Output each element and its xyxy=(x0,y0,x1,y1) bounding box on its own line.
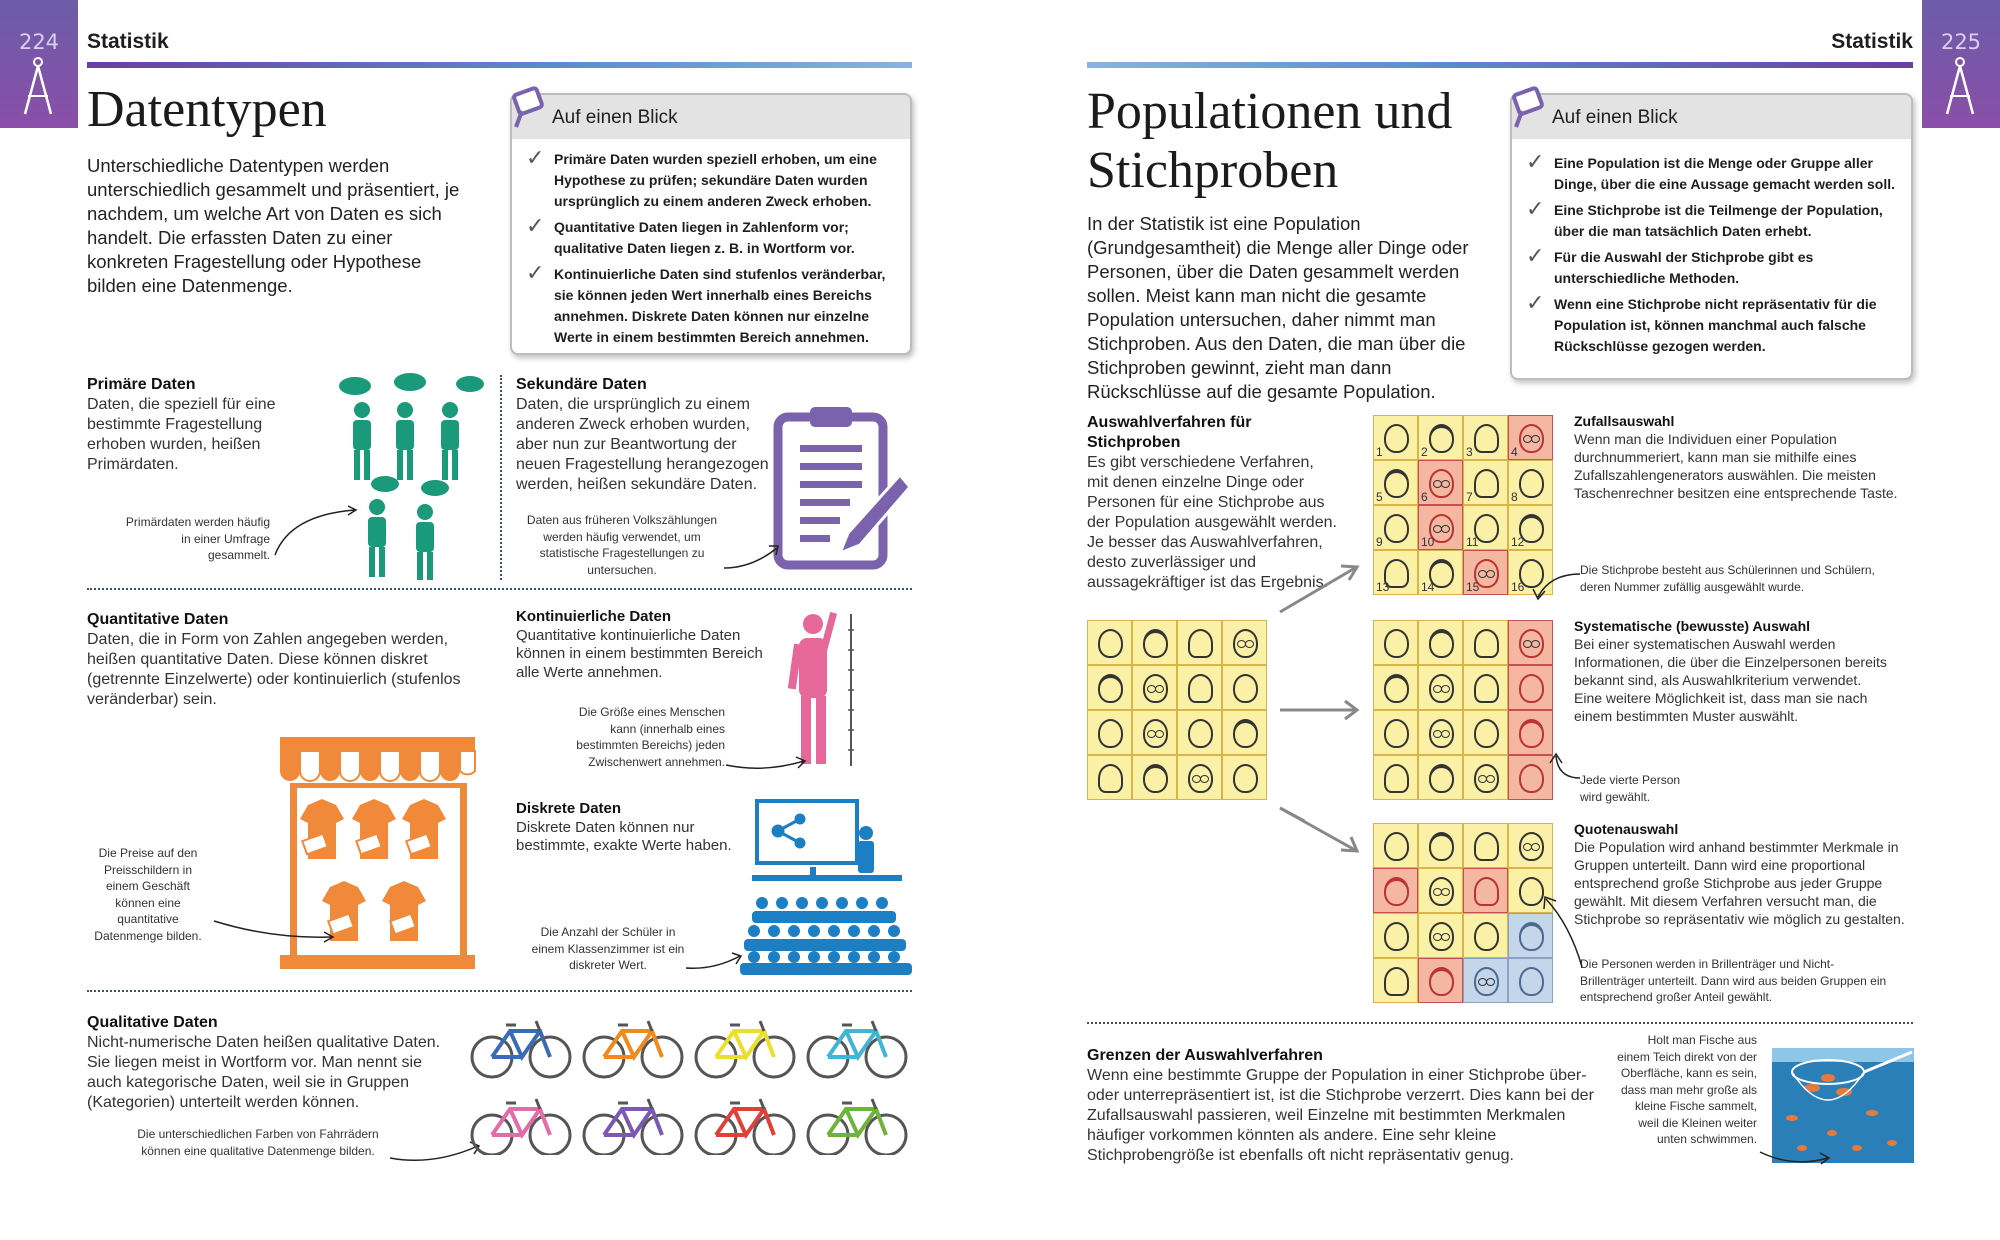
bicycle-icon xyxy=(472,1099,570,1155)
box-item: ✓ Für die Auswahl der Stichprobe gibt es unterschiedliche Methoden. xyxy=(1526,243,1814,286)
grid-cell xyxy=(1463,620,1508,665)
grid-cell xyxy=(1463,755,1508,800)
pin-icon xyxy=(510,81,550,131)
face-icon xyxy=(1519,629,1544,658)
secondary-note: Daten aus früheren Volkszählungen werden häufig verwendet, um statistische Fragestellungen zu untersuchen. xyxy=(526,513,718,577)
face-icon xyxy=(1143,674,1168,703)
header-rule xyxy=(1087,62,1913,68)
qualitative-note: Die unterschiedlichen Farben von Fahrrädern können eine qualitative Datenmenge bilden. xyxy=(137,1127,379,1158)
divider xyxy=(87,990,912,992)
face-icon xyxy=(1519,719,1544,748)
face-icon xyxy=(1384,674,1409,703)
box-item: ✓ Quantitative Daten liegen in Zahlenform vor; qualitative Daten liegen z. B. in Wortform vor. xyxy=(526,213,855,256)
bicycle-icon xyxy=(808,1099,906,1155)
box-title: Auf einen Blick xyxy=(552,107,678,128)
grid-cell xyxy=(1508,755,1553,800)
grid-cell xyxy=(1373,710,1418,755)
grid-cell xyxy=(1463,460,1508,505)
face-icon xyxy=(1188,629,1213,658)
arrow xyxy=(684,948,744,973)
grid-cell xyxy=(1418,823,1463,868)
grid-cell xyxy=(1087,755,1132,800)
grid-cell xyxy=(1418,550,1463,595)
systematic-section: Systematische (bewusste) Auswahl Bei einer systematischen Auswahl werden Informationen, die über die Einzelpersonen bereits bekannt sind, als Auswahlkriterium verwendet. Eine weitere Möglichkeit ist, dass man sie nach einem bestimmten Muster auswählt. xyxy=(1574,618,1887,724)
face-icon xyxy=(1143,629,1168,658)
face-icon xyxy=(1143,719,1168,748)
bicycle-icon xyxy=(696,1021,794,1077)
grid-cell xyxy=(1463,665,1508,710)
primary-note: Primärdaten werden häufig in einer Umfrage gesammelt. xyxy=(125,515,270,562)
random-note: Die Stichprobe besteht aus Schülerinnen und Schülern, deren Nummer zufällig ausgewählt wurde. xyxy=(1580,563,1875,594)
continuous-note: Die Größe eines Menschen kann (innerhalb eines bestimmten Bereichs) jeden Zwischenwert annehmen. xyxy=(576,705,725,769)
quota-sample-grid xyxy=(1373,823,1553,1003)
face-icon xyxy=(1143,764,1168,793)
compass-icon xyxy=(20,56,56,118)
cell-number: 7 xyxy=(1466,490,1473,504)
grid-cell xyxy=(1087,620,1132,665)
face-icon xyxy=(1429,967,1454,996)
face-icon xyxy=(1384,719,1409,748)
grid-cell xyxy=(1373,665,1418,710)
grid-cell xyxy=(1463,958,1508,1003)
face-icon xyxy=(1384,764,1409,793)
face-icon xyxy=(1519,832,1544,861)
grid-cell xyxy=(1373,460,1418,505)
box-item: ✓ Primäre Daten wurden speziell erhoben, um eine Hypothese zu prüfen; sekundäre Daten wurden ursprünglich zu einem anderen Zweck erhoben. xyxy=(526,145,877,209)
face-icon xyxy=(1519,674,1544,703)
intro-text: In der Statistik ist eine Population (Grundgesamtheit) die Menge aller Dinge oder Personen, über die Daten gesammelt werden sollen. Meist kann man nicht die gesamte Population untersuchen, daher nimmt man Stichproben. Aus den Daten, die man über die Stichproben gewinnt, zieht man dann Rückschlüsse auf die gesamte Population. xyxy=(1087,213,1469,402)
cell-number: 11 xyxy=(1466,535,1479,549)
quota-section: Quotenauswahl Die Population wird anhand bestimmter Merkmale in Gruppen unterteilt. Dann wird eine proportional entsprechend große Stichprobe aus jeder Gruppe gewählt. Mit diesem Verfahren versucht man, die Stichprobe so repräsentativ wie möglich zu gestalten. xyxy=(1574,821,1905,927)
face-icon xyxy=(1188,674,1213,703)
bicycle-icon xyxy=(808,1021,906,1077)
grid-cell xyxy=(1463,505,1508,550)
grid-cell xyxy=(1463,868,1508,913)
discrete-section: Diskrete Daten Diskrete Daten können nur bestimmte, exakte Werte haben. xyxy=(516,800,732,854)
cell-number: 1 xyxy=(1376,445,1383,459)
grid-cell xyxy=(1508,665,1553,710)
face-icon xyxy=(1429,832,1454,861)
grid-cell xyxy=(1418,505,1463,550)
compass-icon xyxy=(1942,56,1978,118)
random-section: Zufallsauswahl Wenn man die Individuen einer Population durchnummeriert, kann man sie mithilfe eines Zufallszahlengenerators auswählen. Die meisten Taschenrechner besitzen eine entsprechende Taste. xyxy=(1574,413,1898,501)
grid-cell xyxy=(1222,620,1267,665)
arrow xyxy=(1540,895,1590,975)
arrow xyxy=(1758,1140,1833,1170)
arrow xyxy=(1275,800,1365,860)
face-icon xyxy=(1519,424,1544,453)
face-icon xyxy=(1429,719,1454,748)
face-icon xyxy=(1474,674,1499,703)
face-icon xyxy=(1098,674,1123,703)
face-icon xyxy=(1429,877,1454,906)
face-icon xyxy=(1474,469,1499,498)
cell-number: 6 xyxy=(1421,490,1428,504)
face-icon xyxy=(1474,764,1499,793)
grid-cell xyxy=(1463,913,1508,958)
cell-number: 9 xyxy=(1376,535,1383,549)
grid-cell xyxy=(1373,868,1418,913)
quantitative-section: Quantitative Daten Daten, die in Form von Zahlen angegeben werden, heißen quantitative Daten. Diese können diskret (getrennte Einzelwerte) oder kontinuierlich (stufenlos veränderbar) sein. xyxy=(87,611,461,708)
summary-box xyxy=(510,93,912,355)
face-icon xyxy=(1384,877,1409,906)
section-header: Statistik xyxy=(87,30,169,53)
classroom-illustration xyxy=(740,795,915,975)
divider xyxy=(1087,1022,1913,1024)
systematic-note: Jede vierte Person wird gewählt. xyxy=(1580,773,1681,804)
cell-number: 10 xyxy=(1421,535,1435,549)
face-icon xyxy=(1233,719,1258,748)
grid-cell xyxy=(1132,710,1177,755)
grid-cell xyxy=(1177,755,1222,800)
limits-note: Holt man Fische aus einem Teich direkt von der Oberfläche, kann es sein, dass man mehr große als kleine Fische sammelt, weil die Kleinen weiter unten schwimmen. xyxy=(1617,1033,1757,1146)
grid-cell xyxy=(1373,755,1418,800)
face-icon xyxy=(1429,674,1454,703)
face-icon xyxy=(1098,719,1123,748)
grid-cell xyxy=(1373,505,1418,550)
grid-cell xyxy=(1373,958,1418,1003)
grid-cell xyxy=(1463,550,1508,595)
face-icon xyxy=(1233,674,1258,703)
grid-cell xyxy=(1087,665,1132,710)
discrete-note: Die Anzahl der Schüler in einem Klassenzimmer ist ein diskreter Wert. xyxy=(531,925,685,972)
grid-cell xyxy=(1132,665,1177,710)
grid-cell xyxy=(1463,415,1508,460)
face-icon xyxy=(1519,469,1544,498)
bicycles-illustration xyxy=(470,1015,920,1155)
arrow xyxy=(270,505,360,560)
page-title: Populationen und Stichproben xyxy=(1087,83,1453,199)
face-icon xyxy=(1474,719,1499,748)
grid-cell xyxy=(1418,913,1463,958)
face-icon xyxy=(1429,629,1454,658)
grid-cell xyxy=(1418,460,1463,505)
cell-number: 3 xyxy=(1466,445,1473,459)
face-icon xyxy=(1188,764,1213,793)
bicycle-icon xyxy=(584,1099,682,1155)
box-item: ✓ Kontinuierliche Daten sind stufenlos veränderbar, sie können jeden Wert innerhalb eines Bereichs annehmen. Diskrete Daten können nur einzelne Werte in einem bestimmten Bereich annehmen. xyxy=(526,260,886,345)
face-icon xyxy=(1474,424,1499,453)
quota-note: Die Personen werden in Brillenträger und Nicht-Brillenträger unterteilt. Dann wird aus beiden Gruppen ein entsprechend großer Anteil gewählt. xyxy=(1580,957,1887,1004)
cell-number: 14 xyxy=(1421,580,1435,594)
face-icon xyxy=(1474,967,1499,996)
summary-box xyxy=(1510,93,1913,380)
pin-icon xyxy=(1510,81,1550,131)
grid-cell xyxy=(1418,415,1463,460)
bicycle-icon xyxy=(696,1099,794,1155)
grid-cell xyxy=(1508,505,1553,550)
grid-cell xyxy=(1508,823,1553,868)
arrow xyxy=(1548,752,1582,782)
page-title: Datentypen xyxy=(87,81,327,138)
divider xyxy=(87,588,912,590)
cell-number: 15 xyxy=(1466,580,1480,594)
grid-cell xyxy=(1373,620,1418,665)
population-grid xyxy=(1087,620,1267,800)
clipboard-icon xyxy=(770,405,910,575)
arrow xyxy=(724,745,809,775)
face-icon xyxy=(1474,922,1499,951)
section-header: Statistik xyxy=(1831,30,1913,53)
face-icon xyxy=(1384,469,1409,498)
cell-number: 16 xyxy=(1511,580,1525,594)
secondary-section: Sekundäre Daten Daten, die ursprünglich zu einem anderen Zweck erhoben wurden, aber nun zur Beantwortung der neuen Fragestellung herangezogen werden, heißen sekundäre Daten. xyxy=(516,376,769,493)
face-icon xyxy=(1429,922,1454,951)
face-icon xyxy=(1233,629,1258,658)
grid-cell xyxy=(1222,665,1267,710)
systematic-sample-grid xyxy=(1373,620,1553,800)
grid-cell xyxy=(1177,665,1222,710)
grid-cell xyxy=(1508,415,1553,460)
grid-cell xyxy=(1177,620,1222,665)
grid-cell xyxy=(1508,460,1553,505)
face-icon xyxy=(1474,629,1499,658)
face-icon xyxy=(1384,967,1409,996)
face-icon xyxy=(1384,424,1409,453)
page-number: 224 xyxy=(18,30,60,54)
grid-cell xyxy=(1132,620,1177,665)
grid-cell xyxy=(1508,710,1553,755)
arrow xyxy=(212,915,337,945)
grid-cell xyxy=(1418,710,1463,755)
face-icon xyxy=(1188,719,1213,748)
box-item: ✓ Wenn eine Stichprobe nicht repräsentativ für die Population ist, können manchmal auch falsche Rückschlüsse gezogen werden. xyxy=(1526,290,1877,354)
primary-section: Primäre Daten Daten, die speziell für eine bestimmte Fragestellung erhoben wurden, heißen Primärdaten. xyxy=(87,376,276,473)
limits-section: Grenzen der Auswahlverfahren Wenn eine bestimmte Gruppe der Population in einer Stichprobe über- oder unterrepräsentiert ist, ist die Stichprobe verzerrt. Dies kann bei der Zufallsauswahl passieren, weil Einzelne mit bestimmten Merkmalen häufiger vorkommen könnten als andere. Eine sehr kleine Stichprobengröße ist ebenfalls oft nicht repräsentativ genug. xyxy=(1087,1047,1594,1164)
grid-cell xyxy=(1373,550,1418,595)
methods-section: Auswahlverfahren für Stichproben Es gibt verschiedene Verfahren, mit denen einzelne Dinge oder Personen für eine Stichprobe aus der Population ausgewählt werden. Je besser das Auswahlverfahren, desto zuverlässiger und aussagekräftiger ist das Ergebnis. xyxy=(1087,414,1337,591)
face-icon xyxy=(1429,424,1454,453)
face-icon xyxy=(1519,764,1544,793)
grid-cell xyxy=(1418,620,1463,665)
arrow xyxy=(388,1138,483,1168)
intro-text: Unterschiedliche Datentypen werden unterschiedlich gesammelt und präsentiert, je nachdem, um welche Art von Daten es sich handelt. Die erfassten Daten zu einer konkreten Fragestellung oder Hypothese bilden eine Datenmenge. xyxy=(87,155,460,296)
bicycle-icon xyxy=(472,1021,570,1077)
cell-number: 8 xyxy=(1511,490,1518,504)
face-icon xyxy=(1384,514,1409,543)
cell-number: 5 xyxy=(1376,490,1383,504)
grid-cell xyxy=(1373,823,1418,868)
header-rule xyxy=(87,62,912,68)
face-icon xyxy=(1429,469,1454,498)
grid-cell xyxy=(1508,620,1553,665)
face-icon xyxy=(1384,629,1409,658)
cell-number: 4 xyxy=(1511,445,1518,459)
face-icon xyxy=(1474,832,1499,861)
grid-cell xyxy=(1132,755,1177,800)
box-title: Auf einen Blick xyxy=(1552,107,1678,128)
page-tab-left xyxy=(0,0,78,128)
grid-cell xyxy=(1222,755,1267,800)
grid-cell xyxy=(1373,913,1418,958)
cell-number: 2 xyxy=(1421,445,1428,459)
grid-cell xyxy=(1222,710,1267,755)
box-item: ✓ Eine Stichprobe ist die Teilmenge der Population, über die man tatsächlich Daten erhebt. xyxy=(1526,196,1883,239)
grid-cell xyxy=(1418,755,1463,800)
page-tab-right xyxy=(1922,0,2000,128)
grid-cell xyxy=(1373,415,1418,460)
arrows xyxy=(1275,560,1365,820)
grid-cell xyxy=(1463,823,1508,868)
arrow xyxy=(722,540,782,570)
face-icon xyxy=(1098,764,1123,793)
face-icon xyxy=(1429,764,1454,793)
grid-cell xyxy=(1087,710,1132,755)
cell-number: 13 xyxy=(1376,580,1390,594)
grid-cell xyxy=(1418,665,1463,710)
random-sample-grid xyxy=(1373,415,1553,595)
cell-number: 12 xyxy=(1511,535,1525,549)
grid-cell xyxy=(1418,958,1463,1003)
arrow xyxy=(1530,572,1582,602)
quantitative-note: Die Preise auf den Preisschildern in einem Geschäft können eine quantitative Datenmenge bilden. xyxy=(94,846,202,943)
face-icon xyxy=(1474,877,1499,906)
continuous-section: Kontinuierliche Daten Quantitative kontinuierliche Daten können in einem bestimmten Bereich alle Werte annehmen. xyxy=(516,608,763,681)
grid-cell xyxy=(1177,710,1222,755)
box-item: ✓ Eine Population ist die Menge oder Gruppe aller Dinge, über die eine Aussage gemacht werden soll. xyxy=(1526,149,1896,192)
face-icon xyxy=(1098,629,1123,658)
bicycle-icon xyxy=(584,1021,682,1077)
face-icon xyxy=(1384,832,1409,861)
page-number: 225 xyxy=(1940,30,1982,54)
divider xyxy=(500,375,502,580)
face-icon xyxy=(1384,922,1409,951)
face-icon xyxy=(1233,764,1258,793)
qualitative-section: Qualitative Daten Nicht-numerische Daten heißen qualitative Daten. Sie liegen meist in Wortform vor. Man nennt sie auch kategorische Daten, weil sie in Gruppen (Kategorien) unterteilt werden können. xyxy=(87,1014,441,1111)
grid-cell xyxy=(1463,710,1508,755)
grid-cell xyxy=(1418,868,1463,913)
